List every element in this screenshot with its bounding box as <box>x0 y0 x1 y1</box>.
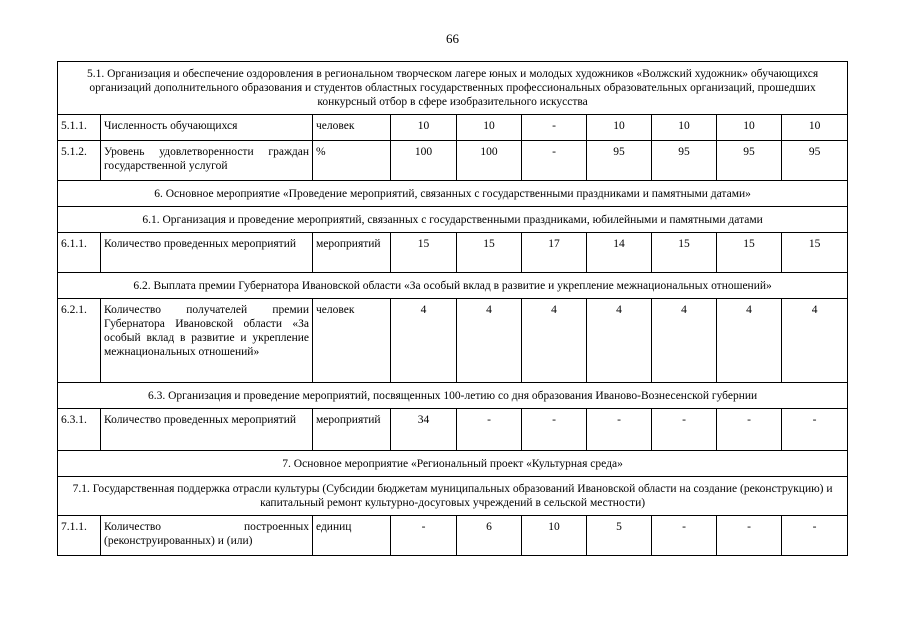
value-cell: - <box>457 409 522 451</box>
unit: единиц <box>313 516 391 556</box>
section-header: 7.1. Государственная поддержка отрасли культуры (Субсидии бюджетам муниципальных образований Ивановской области на создание (реконструкцию) и капитальный ремонт культурно-досуговых учреждений в сельской местности) <box>58 477 848 516</box>
value-cell: - <box>522 115 587 141</box>
row-number: 6.1.1. <box>58 233 101 273</box>
unit: человек <box>313 299 391 383</box>
indicator-name: Численность обучающихся <box>101 115 313 141</box>
value-cell: 15 <box>391 233 457 273</box>
row-number: 5.1.2. <box>58 141 101 181</box>
value-cell: 15 <box>782 233 848 273</box>
value-cell: 4 <box>391 299 457 383</box>
value-cell: 5 <box>587 516 652 556</box>
value-cell: 95 <box>587 141 652 181</box>
row-number: 7.1.1. <box>58 516 101 556</box>
section-header: 6.1. Организация и проведение мероприятий, связанных с государственными праздниками, юбилейными и памятными датами <box>58 207 848 233</box>
section-header: 5.1. Организация и обеспечение оздоровления в региональном творческом лагере юных и молодых художников «Волжский художник» обучающихся организаций дополнительного образования и студентов областных государственных профессиональных образовательных организаций, прошедших конкурсный отбор в сфере изобразительного искусства <box>58 62 848 115</box>
value-cell: 6 <box>457 516 522 556</box>
value-cell: 4 <box>522 299 587 383</box>
value-cell: 4 <box>652 299 717 383</box>
page-number: 66 <box>446 31 459 46</box>
value-cell: 10 <box>391 115 457 141</box>
indicator-name: Количество проведенных мероприятий <box>101 409 313 451</box>
value-cell: 10 <box>587 115 652 141</box>
value-cell: 15 <box>652 233 717 273</box>
value-cell: 17 <box>522 233 587 273</box>
value-cell: - <box>652 516 717 556</box>
section-header: 6.2. Выплата премии Губернатора Ивановской области «За особый вклад в развитие и укрепление межнациональных отношений» <box>58 273 848 299</box>
value-cell: - <box>522 141 587 181</box>
value-cell: - <box>782 409 848 451</box>
indicator-name: Количество получателей премии Губернатора Ивановской области «За особый вклад в развитие и укрепление межнациональных отношений» <box>101 299 313 383</box>
value-cell: 95 <box>782 141 848 181</box>
section-header: 7. Основное мероприятие «Региональный проект «Культурная среда» <box>58 451 848 477</box>
value-cell: 95 <box>717 141 782 181</box>
value-cell: 4 <box>782 299 848 383</box>
row-number: 5.1.1. <box>58 115 101 141</box>
value-cell: 4 <box>717 299 782 383</box>
unit: % <box>313 141 391 181</box>
indicator-name: Уровень удовлетворенности граждан государственной услугой <box>101 141 313 181</box>
value-cell: 34 <box>391 409 457 451</box>
value-cell: 100 <box>457 141 522 181</box>
section-header: 6. Основное мероприятие «Проведение мероприятий, связанных с государственными праздниками и памятными датами» <box>58 181 848 207</box>
value-cell: 10 <box>652 115 717 141</box>
value-cell: 4 <box>457 299 522 383</box>
unit: мероприятий <box>313 409 391 451</box>
value-cell: - <box>717 409 782 451</box>
value-cell: 15 <box>457 233 522 273</box>
row-number: 6.2.1. <box>58 299 101 383</box>
value-cell: - <box>391 516 457 556</box>
unit: мероприятий <box>313 233 391 273</box>
value-cell: - <box>782 516 848 556</box>
value-cell: 10 <box>457 115 522 141</box>
value-cell: 4 <box>587 299 652 383</box>
section-header: 6.3. Организация и проведение мероприятий, посвященных 100-летию со дня образования Иваново-Вознесенской губернии <box>58 383 848 409</box>
row-number: 6.3.1. <box>58 409 101 451</box>
value-cell: 10 <box>782 115 848 141</box>
value-cell: - <box>522 409 587 451</box>
indicators-table <box>57 61 848 556</box>
value-cell: 15 <box>717 233 782 273</box>
unit: человек <box>313 115 391 141</box>
value-cell: - <box>587 409 652 451</box>
value-cell: 100 <box>391 141 457 181</box>
indicator-name: Количество проведенных мероприятий <box>101 233 313 273</box>
indicator-name: Количество построенных (реконструированных) и (или) <box>101 516 313 556</box>
value-cell: 10 <box>717 115 782 141</box>
value-cell: 95 <box>652 141 717 181</box>
value-cell: - <box>652 409 717 451</box>
value-cell: 14 <box>587 233 652 273</box>
value-cell: - <box>717 516 782 556</box>
value-cell: 10 <box>522 516 587 556</box>
